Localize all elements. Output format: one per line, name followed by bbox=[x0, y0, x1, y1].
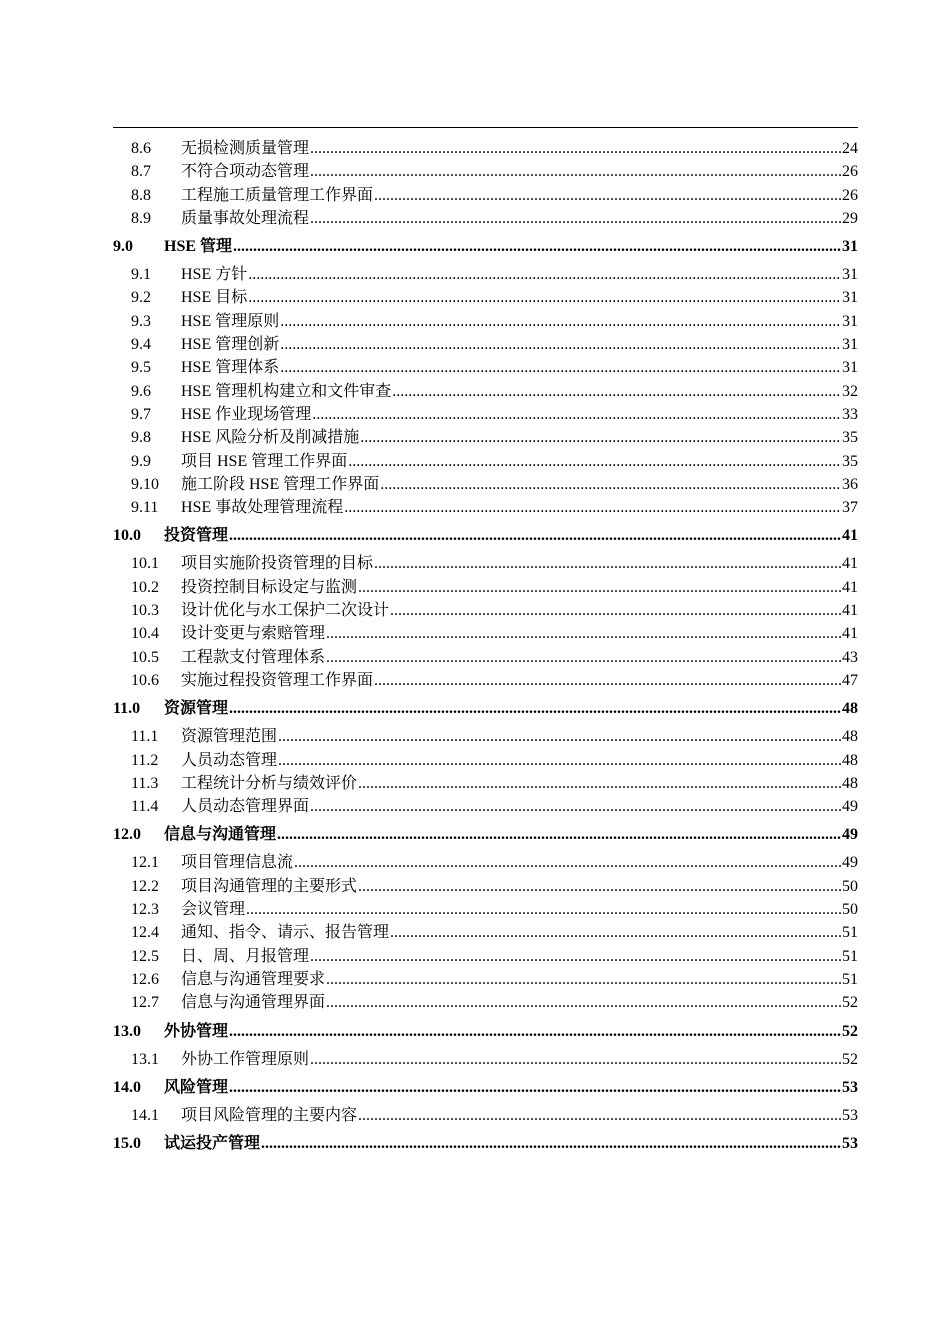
toc-entry-page: 35 bbox=[842, 452, 858, 470]
toc-entry-number: 15.0 bbox=[113, 1135, 141, 1153]
toc-entry-page: 31 bbox=[842, 336, 858, 354]
toc-entry-page: 31 bbox=[842, 289, 858, 307]
toc-entry-title: HSE 管理 bbox=[164, 238, 233, 256]
toc-entry-page: 31 bbox=[842, 359, 858, 377]
dot-leader bbox=[374, 184, 841, 207]
toc-entry-title: HSE 风险分析及削减措施 bbox=[181, 429, 360, 447]
toc-subsection-entry[interactable] bbox=[113, 1104, 858, 1127]
toc-entry-title: HSE 作业现场管理 bbox=[181, 405, 312, 423]
toc-entry-title: HSE 管理体系 bbox=[181, 359, 280, 377]
toc-entry-title: 无损检测质量管理 bbox=[181, 140, 310, 157]
toc-entry-number: 10.6 bbox=[131, 671, 159, 689]
toc-entry-title: 项目实施阶投资管理的目标 bbox=[181, 555, 374, 573]
toc-subsection-entry[interactable] bbox=[113, 356, 858, 379]
toc-subsection-entry[interactable] bbox=[113, 184, 858, 207]
toc-subsection-entry[interactable] bbox=[113, 772, 858, 795]
toc-entry-number: 9.5 bbox=[131, 359, 151, 377]
toc-entry-number: 12.0 bbox=[113, 826, 141, 844]
toc-entry-number: 9.2 bbox=[131, 289, 151, 307]
dot-leader bbox=[312, 403, 841, 426]
toc-section-entry[interactable] bbox=[113, 818, 858, 851]
dot-leader bbox=[326, 646, 841, 669]
dot-leader bbox=[360, 426, 841, 449]
toc-section-entry[interactable] bbox=[113, 1071, 858, 1104]
toc-entry-number: 11.0 bbox=[113, 700, 141, 718]
toc-entry-title: 设计变更与索赔管理 bbox=[181, 625, 326, 643]
toc-entry-number: 12.2 bbox=[131, 877, 159, 895]
toc-entry-title: 项目沟通管理的主要形式 bbox=[181, 877, 358, 895]
toc-subsection-entry[interactable] bbox=[113, 968, 858, 991]
toc-subsection-entry[interactable] bbox=[113, 991, 858, 1014]
dot-leader bbox=[310, 137, 841, 160]
dot-leader bbox=[280, 333, 841, 356]
dot-leader bbox=[390, 599, 841, 622]
toc-entry-title: HSE 管理原则 bbox=[181, 312, 280, 330]
dot-leader bbox=[380, 473, 841, 496]
dot-leader bbox=[374, 552, 841, 575]
dot-leader bbox=[310, 945, 841, 968]
toc-entry-page: 35 bbox=[842, 429, 858, 447]
toc-entry-title: HSE 方针 bbox=[181, 266, 248, 284]
dot-leader bbox=[246, 898, 841, 921]
toc-entry-page: 48 bbox=[842, 700, 858, 718]
toc-subsection-entry[interactable] bbox=[113, 310, 858, 333]
toc-subsection-entry[interactable] bbox=[113, 263, 858, 286]
toc-entry-page: 31 bbox=[842, 238, 858, 256]
toc-section-entry[interactable] bbox=[113, 692, 858, 725]
toc-entry-number: 9.1 bbox=[131, 266, 151, 284]
toc-entry-title: 资源管理 bbox=[164, 700, 229, 718]
toc-entry-page: 53 bbox=[842, 1078, 858, 1096]
dot-leader bbox=[248, 286, 841, 309]
toc-entry-page: 36 bbox=[842, 475, 858, 493]
dot-leader bbox=[326, 622, 841, 645]
toc-section-entry[interactable] bbox=[113, 230, 858, 263]
toc-entry-number: 13.1 bbox=[131, 1050, 159, 1068]
dot-leader bbox=[358, 875, 841, 898]
toc-subsection-entry[interactable] bbox=[113, 552, 858, 575]
toc-entry-title: 外协工作管理原则 bbox=[181, 1050, 310, 1068]
toc-entry-title: 人员动态管理界面 bbox=[181, 798, 310, 816]
toc-section-entry[interactable] bbox=[113, 1127, 858, 1160]
toc-entry-number: 12.3 bbox=[131, 901, 159, 919]
toc-subsection-entry[interactable] bbox=[113, 380, 858, 403]
dot-leader bbox=[310, 795, 841, 818]
toc-entry-title: HSE 管理机构建立和文件审查 bbox=[181, 382, 392, 400]
toc-entry-title: 外协管理 bbox=[164, 1022, 229, 1040]
toc-entry-number: 12.1 bbox=[131, 854, 159, 872]
toc-entry-number: 14.0 bbox=[113, 1078, 141, 1096]
toc-entry-page: 29 bbox=[842, 209, 858, 227]
dot-leader bbox=[310, 1048, 841, 1071]
dot-leader bbox=[326, 968, 841, 991]
toc-entry-page: 32 bbox=[842, 382, 858, 400]
toc-subsection-entry[interactable] bbox=[113, 403, 858, 426]
toc-entry-page: 48 bbox=[842, 751, 858, 769]
toc-entry-number: 11.2 bbox=[131, 751, 159, 769]
dot-leader bbox=[280, 356, 841, 379]
toc-entry-page: 31 bbox=[842, 312, 858, 330]
dot-leader bbox=[344, 496, 841, 519]
toc-entry-page: 31 bbox=[842, 266, 858, 284]
toc-entry-number: 11.4 bbox=[131, 798, 159, 816]
toc-entry-title: 通知、指令、请示、报告管理 bbox=[181, 924, 390, 942]
toc-entry-number: 9.3 bbox=[131, 312, 151, 330]
toc-subsection-entry[interactable] bbox=[113, 851, 858, 874]
toc-subsection-entry[interactable] bbox=[113, 921, 858, 944]
toc-entry-page: 53 bbox=[842, 1135, 858, 1153]
toc-entry-page: 48 bbox=[842, 774, 858, 792]
dot-leader bbox=[392, 380, 841, 403]
toc-entry-page: 41 bbox=[842, 602, 858, 620]
toc-entry-number: 14.1 bbox=[131, 1106, 159, 1124]
toc-entry-page: 41 bbox=[842, 578, 858, 596]
dot-leader bbox=[278, 749, 841, 772]
toc-entry-page: 43 bbox=[842, 648, 858, 666]
dot-leader bbox=[310, 207, 841, 230]
toc-entry-title: 项目管理信息流 bbox=[181, 854, 294, 872]
toc-entry-page: 51 bbox=[842, 947, 858, 965]
dot-leader bbox=[229, 1071, 841, 1104]
dot-leader bbox=[374, 669, 841, 692]
toc-entry-page: 26 bbox=[842, 163, 858, 181]
toc-entry-number: 8.7 bbox=[131, 163, 151, 181]
toc-subsection-entry[interactable] bbox=[113, 576, 858, 599]
toc-entry-title: 资源管理范围 bbox=[181, 728, 278, 746]
toc-entry-number: 9.10 bbox=[131, 475, 159, 493]
toc-entry-number: 12.4 bbox=[131, 924, 159, 942]
toc-entry-number: 9.4 bbox=[131, 336, 151, 354]
dot-leader bbox=[390, 921, 841, 944]
toc-entry-page: 51 bbox=[842, 970, 858, 988]
toc-entry-page: 33 bbox=[842, 405, 858, 423]
toc-entry-page: 37 bbox=[842, 499, 858, 517]
toc-entry-page: 50 bbox=[842, 901, 858, 919]
toc-entry-title: 实施过程投资管理工作界面 bbox=[181, 671, 374, 689]
toc-section-entry[interactable] bbox=[113, 1015, 858, 1048]
toc-entry-number: 10.0 bbox=[113, 527, 141, 545]
toc-entry-title: 信息与沟通管理 bbox=[164, 826, 277, 844]
dot-leader bbox=[310, 160, 841, 183]
toc-subsection-entry[interactable] bbox=[113, 669, 858, 692]
toc-entry-page: 52 bbox=[842, 994, 858, 1012]
toc-subsection-entry[interactable] bbox=[113, 496, 858, 519]
dot-leader bbox=[358, 1104, 841, 1127]
dot-leader bbox=[248, 263, 841, 286]
toc-entry-number: 9.6 bbox=[131, 382, 151, 400]
toc-entry-title: 项目风险管理的主要内容 bbox=[181, 1106, 358, 1124]
toc-entry-number: 10.1 bbox=[131, 555, 159, 573]
dot-leader bbox=[280, 310, 841, 333]
toc-entry-title: 工程统计分析与绩效评价 bbox=[181, 774, 358, 792]
toc-entry-page: 41 bbox=[842, 625, 858, 643]
toc-subsection-entry[interactable] bbox=[113, 898, 858, 921]
toc-entry-title: 信息与沟通管理要求 bbox=[181, 970, 326, 988]
toc-subsection-entry[interactable] bbox=[113, 450, 858, 473]
toc-entry-title: HSE 事故处理管理流程 bbox=[181, 499, 344, 517]
toc-entry-number: 10.2 bbox=[131, 578, 159, 596]
toc-entry-number: 12.6 bbox=[131, 970, 159, 988]
toc-entry-title: 施工阶段 HSE 管理工作界面 bbox=[181, 475, 380, 493]
toc-entry-page: 49 bbox=[842, 798, 858, 816]
toc-entry-title: 会议管理 bbox=[181, 901, 246, 919]
toc-entry-page: 52 bbox=[842, 1022, 858, 1040]
toc-entry-page: 50 bbox=[842, 877, 858, 895]
toc-subsection-entry[interactable] bbox=[113, 749, 858, 772]
toc-entry-number: 8.6 bbox=[131, 140, 151, 157]
toc-entry-page: 26 bbox=[842, 186, 858, 204]
dot-leader bbox=[326, 991, 841, 1014]
dot-leader bbox=[358, 772, 841, 795]
toc-entry-number: 9.0 bbox=[113, 238, 133, 256]
toc-entry-title: 不符合项动态管理 bbox=[181, 163, 310, 181]
toc-entry-page: 47 bbox=[842, 671, 858, 689]
dot-leader bbox=[233, 230, 841, 263]
toc-subsection-entry[interactable] bbox=[113, 333, 858, 356]
toc-subsection-entry[interactable] bbox=[113, 137, 858, 160]
dot-leader bbox=[278, 725, 841, 748]
toc-entry-page: 48 bbox=[842, 728, 858, 746]
toc-entry-page: 51 bbox=[842, 924, 858, 942]
toc-entry-number: 9.11 bbox=[131, 499, 159, 517]
toc-entry-page: 41 bbox=[842, 555, 858, 573]
toc-entry-number: 13.0 bbox=[113, 1022, 141, 1040]
dot-leader bbox=[294, 851, 841, 874]
toc-subsection-entry[interactable] bbox=[113, 725, 858, 748]
toc-section-entry[interactable] bbox=[113, 519, 858, 552]
toc-entry-title: HSE 管理创新 bbox=[181, 336, 280, 354]
toc-entry-page: 53 bbox=[842, 1106, 858, 1124]
toc-entry-number: 10.5 bbox=[131, 648, 159, 666]
toc-entry-number: 10.4 bbox=[131, 625, 159, 643]
toc-entry-title: 质量事故处理流程 bbox=[181, 209, 310, 227]
toc-entry-number: 8.8 bbox=[131, 186, 151, 204]
toc-subsection-entry[interactable] bbox=[113, 646, 858, 669]
toc-entry-title: HSE 目标 bbox=[181, 289, 248, 307]
toc-entry-title: 信息与沟通管理界面 bbox=[181, 994, 326, 1012]
toc-entry-number: 12.5 bbox=[131, 947, 159, 965]
dot-leader bbox=[358, 576, 841, 599]
toc-entry-number: 10.3 bbox=[131, 602, 159, 620]
toc-subsection-entry[interactable] bbox=[113, 622, 858, 645]
toc-entry-number: 8.9 bbox=[131, 209, 151, 227]
table-of-contents bbox=[113, 137, 858, 1160]
toc-entry-title: 项目 HSE 管理工作界面 bbox=[181, 452, 348, 470]
toc-subsection-entry[interactable] bbox=[113, 795, 858, 818]
toc-entry-title: 工程施工质量管理工作界面 bbox=[181, 186, 374, 204]
toc-entry-number: 9.7 bbox=[131, 405, 151, 423]
toc-entry-title: 设计优化与水工保护二次设计 bbox=[181, 602, 390, 620]
toc-entry-title: 风险管理 bbox=[164, 1078, 229, 1096]
header-rule bbox=[113, 127, 858, 128]
toc-entry-page: 49 bbox=[842, 826, 858, 844]
toc-subsection-entry[interactable] bbox=[113, 426, 858, 449]
dot-leader bbox=[229, 1015, 841, 1048]
dot-leader bbox=[229, 519, 841, 552]
toc-entry-title: 人员动态管理 bbox=[181, 751, 278, 769]
toc-entry-title: 试运投产管理 bbox=[164, 1135, 261, 1153]
dot-leader bbox=[277, 818, 841, 851]
toc-subsection-entry[interactable] bbox=[113, 875, 858, 898]
toc-entry-title: 工程款支付管理体系 bbox=[181, 648, 326, 666]
toc-subsection-entry[interactable] bbox=[113, 1048, 858, 1071]
toc-subsection-entry[interactable] bbox=[113, 286, 858, 309]
toc-entry-number: 9.8 bbox=[131, 429, 151, 447]
dot-leader bbox=[261, 1127, 841, 1160]
toc-subsection-entry[interactable] bbox=[113, 160, 858, 183]
toc-entry-page: 24 bbox=[842, 140, 858, 157]
toc-subsection-entry[interactable] bbox=[113, 473, 858, 496]
toc-subsection-entry[interactable] bbox=[113, 207, 858, 230]
toc-entry-page: 52 bbox=[842, 1050, 858, 1068]
toc-entry-page: 41 bbox=[842, 527, 858, 545]
dot-leader bbox=[229, 692, 841, 725]
dot-leader bbox=[348, 450, 841, 473]
toc-entry-number: 12.7 bbox=[131, 994, 159, 1012]
toc-subsection-entry[interactable] bbox=[113, 599, 858, 622]
toc-entry-title: 投资管理 bbox=[164, 527, 229, 545]
toc-subsection-entry[interactable] bbox=[113, 945, 858, 968]
toc-entry-number: 11.3 bbox=[131, 774, 159, 792]
toc-entry-title: 日、周、月报管理 bbox=[181, 947, 310, 965]
toc-entry-number: 11.1 bbox=[131, 728, 159, 746]
toc-entry-number: 9.9 bbox=[131, 452, 151, 470]
toc-entry-page: 49 bbox=[842, 854, 858, 872]
toc-entry-title: 投资控制目标设定与监测 bbox=[181, 578, 358, 596]
